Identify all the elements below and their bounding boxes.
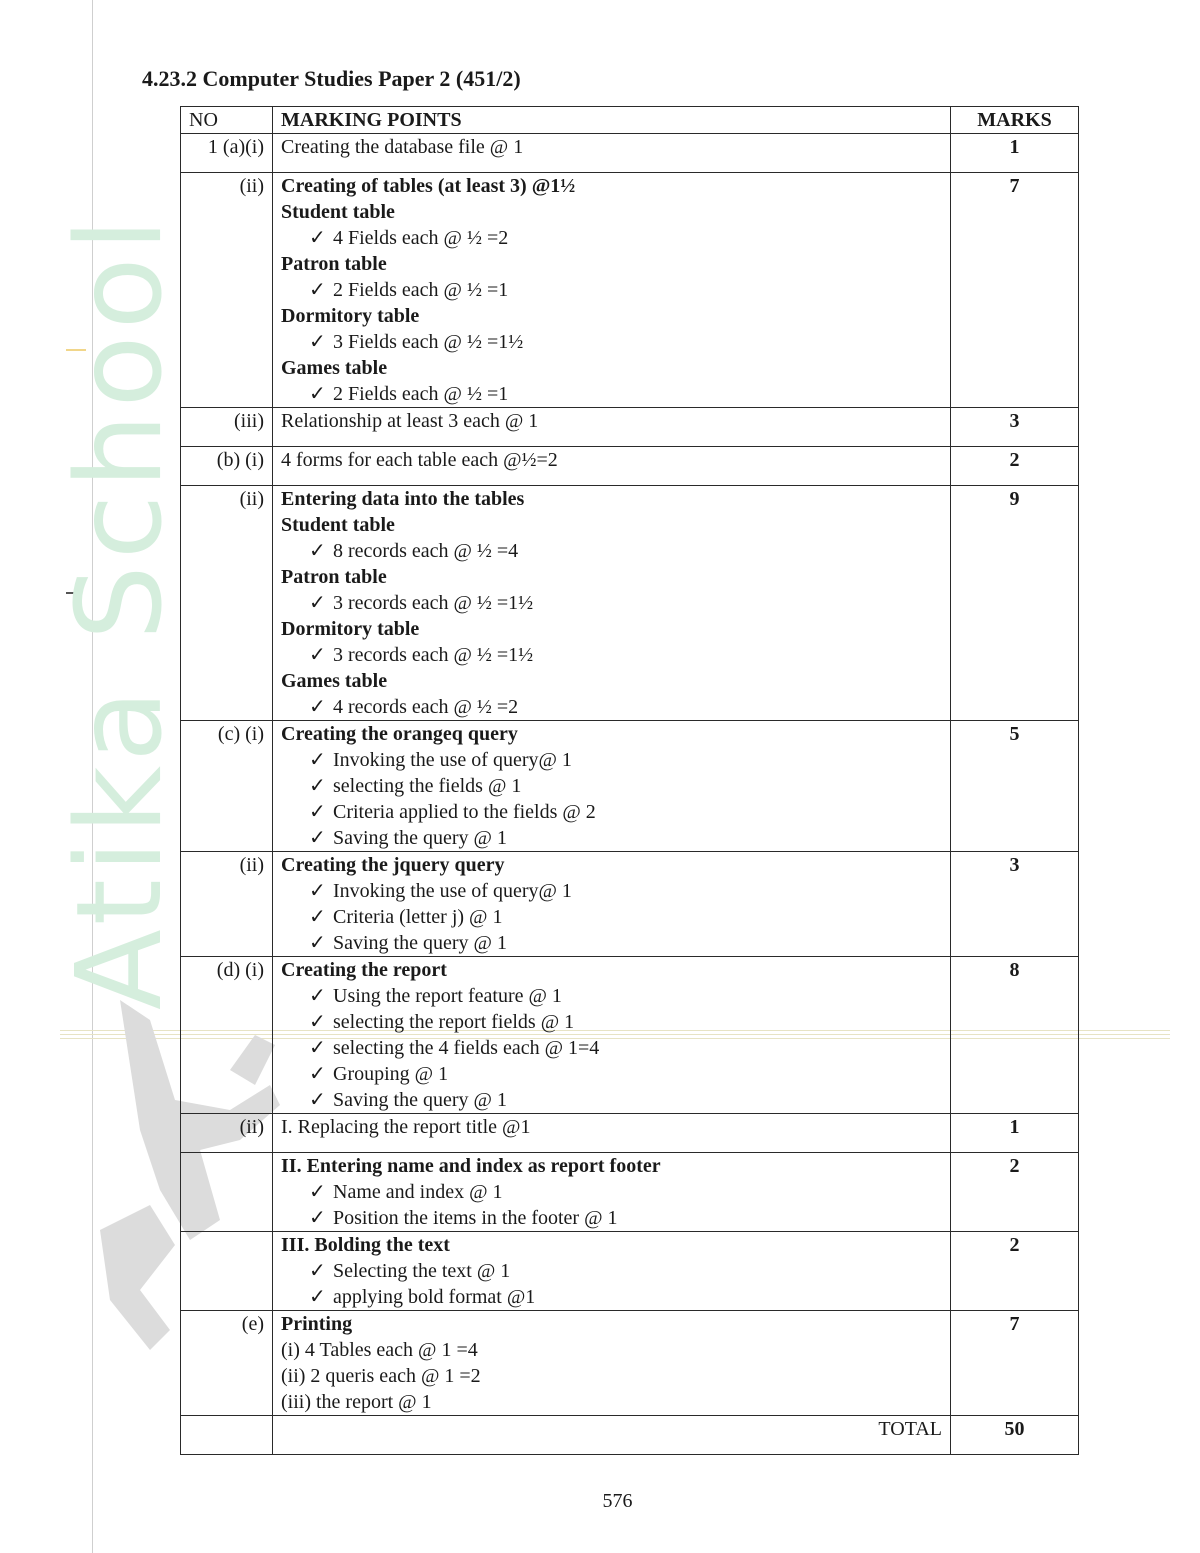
- checkmark-icon: ✓: [309, 696, 326, 718]
- checkmark-icon: ✓: [309, 932, 326, 954]
- table-row: [181, 852, 1079, 957]
- check-item: [281, 381, 942, 407]
- question-number: (b) (i): [181, 447, 273, 486]
- checkmark-icon: ✓: [309, 906, 326, 928]
- question-number: [181, 1232, 273, 1311]
- margin-tick: [66, 349, 86, 351]
- checkmark-icon: ✓: [309, 1089, 326, 1111]
- table-name-label: Dormitory table: [281, 305, 420, 327]
- check-item: [281, 1258, 942, 1284]
- check-item-text: Saving the query @ 1: [333, 827, 507, 849]
- check-item: [281, 538, 942, 564]
- check-item-text: Saving the query @ 1: [333, 932, 507, 954]
- margin-tick: [66, 592, 82, 594]
- table-name-label: Games table: [281, 357, 388, 379]
- marking-points-cell: [273, 408, 951, 447]
- checkmark-icon: ✓: [309, 1063, 326, 1085]
- check-item: [281, 878, 942, 904]
- check-item: [281, 1061, 942, 1087]
- question-number: (ii): [181, 852, 273, 957]
- table-row: [181, 173, 1079, 408]
- marks-value: 7: [951, 173, 1079, 408]
- check-item-text: Position the items in the footer @ 1: [333, 1207, 618, 1229]
- checkmark-icon: ✓: [309, 279, 326, 301]
- check-item: [281, 225, 942, 251]
- page-number: 576: [602, 1490, 633, 1512]
- question-number: (ii): [181, 173, 273, 408]
- table-row: [181, 408, 1079, 447]
- check-item-text: applying bold format @1: [333, 1286, 536, 1308]
- check-item: [281, 825, 942, 851]
- marking-point-text: Relationship at least 3 each @ 1: [281, 410, 539, 432]
- table-row: [181, 1153, 1079, 1232]
- marking-point-heading: Creating the report: [281, 959, 447, 981]
- checkmark-icon: ✓: [309, 1286, 326, 1308]
- total-marks: 50: [951, 1416, 1079, 1455]
- marking-points-cell: [273, 1311, 951, 1416]
- question-number: (e): [181, 1311, 273, 1416]
- marking-points-cell: [273, 486, 951, 721]
- table-row: [181, 134, 1079, 173]
- check-item-text: Invoking the use of query@ 1: [333, 880, 572, 902]
- marking-points-cell: [273, 1153, 951, 1232]
- marking-points-cell: [273, 852, 951, 957]
- table-row: [181, 1114, 1079, 1153]
- total-label: TOTAL: [273, 1416, 951, 1455]
- check-item-text: Criteria applied to the fields @ 2: [333, 801, 596, 823]
- marking-point-text: (iii) the report @ 1: [281, 1391, 432, 1413]
- check-item-text: 2 Fields each @ ½ =1: [333, 279, 509, 301]
- checkmark-icon: ✓: [309, 1011, 326, 1033]
- checkmark-icon: ✓: [309, 775, 326, 797]
- marks-value: 9: [951, 486, 1079, 721]
- check-item: [281, 1205, 942, 1231]
- table-row: [181, 486, 1079, 721]
- check-item: [281, 904, 942, 930]
- marks-value: 2: [951, 1232, 1079, 1311]
- check-item: [281, 277, 942, 303]
- check-item: [281, 1284, 942, 1310]
- check-item-text: selecting the 4 fields each @ 1=4: [333, 1037, 600, 1059]
- checkmark-icon: ✓: [309, 331, 326, 353]
- question-number: (ii): [181, 1114, 273, 1153]
- marking-point-text: Creating the database file @ 1: [281, 136, 524, 158]
- check-item-text: 3 records each @ ½ =1½: [333, 644, 534, 666]
- marks-value: 8: [951, 957, 1079, 1114]
- check-item-text: 4 records each @ ½ =2: [333, 696, 519, 718]
- check-item: [281, 694, 942, 720]
- marks-value: 1: [951, 134, 1079, 173]
- question-number: 1 (a)(i): [181, 134, 273, 173]
- marking-points-cell: [273, 1114, 951, 1153]
- marking-points-cell: [273, 173, 951, 408]
- column-header-no: NO: [181, 107, 273, 134]
- check-item: [281, 1035, 942, 1061]
- marking-point-text: I. Replacing the report title @1: [281, 1116, 531, 1138]
- table-row: [181, 447, 1079, 486]
- table-name-label: Student table: [281, 514, 395, 536]
- checkmark-icon: ✓: [309, 644, 326, 666]
- marks-value: 7: [951, 1311, 1079, 1416]
- check-item: [281, 799, 942, 825]
- table-row: [181, 957, 1079, 1114]
- check-item-text: 8 records each @ ½ =4: [333, 540, 519, 562]
- question-number: (c) (i): [181, 721, 273, 852]
- column-header-marking-points: MARKING POINTS: [273, 107, 951, 134]
- check-item-text: Saving the query @ 1: [333, 1089, 507, 1111]
- table-name-label: Games table: [281, 670, 388, 692]
- marking-point-heading: Creating the jquery query: [281, 854, 505, 876]
- checkmark-icon: ✓: [309, 880, 326, 902]
- checkmark-icon: ✓: [309, 749, 326, 771]
- marking-points-cell: [273, 721, 951, 852]
- check-item-text: 4 Fields each @ ½ =2: [333, 227, 509, 249]
- marking-point-text: (i) 4 Tables each @ 1 =4: [281, 1339, 478, 1361]
- table-row: [181, 721, 1079, 852]
- check-item: [281, 773, 942, 799]
- check-item-text: Criteria (letter j) @ 1: [333, 906, 503, 928]
- marks-value: 2: [951, 1153, 1079, 1232]
- marking-points-cell: [273, 1232, 951, 1311]
- table-row: [181, 1311, 1079, 1416]
- check-item-text: Selecting the text @ 1: [333, 1260, 511, 1282]
- marking-point-text: (ii) 2 queris each @ 1 =2: [281, 1365, 481, 1387]
- marking-points-cell: [273, 134, 951, 173]
- check-item: [281, 1179, 942, 1205]
- checkmark-icon: ✓: [309, 227, 326, 249]
- check-item-text: Name and index @ 1: [333, 1181, 503, 1203]
- column-header-marks: MARKS: [951, 107, 1079, 134]
- question-number: (iii): [181, 408, 273, 447]
- check-item-text: selecting the fields @ 1: [333, 775, 522, 797]
- check-item-text: 3 Fields each @ ½ =1½: [333, 331, 524, 353]
- check-item: [281, 642, 942, 668]
- marking-point-heading: Entering data into the tables: [281, 488, 525, 510]
- table-name-label: Patron table: [281, 566, 387, 588]
- checkmark-icon: ✓: [309, 1207, 326, 1229]
- question-number: (d) (i): [181, 957, 273, 1114]
- checkmark-icon: ✓: [309, 383, 326, 405]
- check-item: [281, 930, 942, 956]
- question-number: (ii): [181, 486, 273, 721]
- check-item-text: Using the report feature @ 1: [333, 985, 562, 1007]
- check-item: [281, 747, 942, 773]
- marking-points-cell: [273, 957, 951, 1114]
- checkmark-icon: ✓: [309, 1181, 326, 1203]
- page-title: 4.23.2 Computer Studies Paper 2 (451/2): [142, 66, 521, 91]
- check-item: [281, 590, 942, 616]
- checkmark-icon: ✓: [309, 1037, 326, 1059]
- checkmark-icon: ✓: [309, 827, 326, 849]
- table-name-label: Dormitory table: [281, 618, 420, 640]
- check-item-text: 2 Fields each @ ½ =1: [333, 383, 509, 405]
- marks-value: 1: [951, 1114, 1079, 1153]
- check-item-text: Grouping @ 1: [333, 1063, 449, 1085]
- check-item: [281, 1087, 942, 1113]
- marking-point-heading: III. Bolding the text: [281, 1234, 450, 1256]
- checkmark-icon: ✓: [309, 985, 326, 1007]
- total-row-no-cell: [181, 1416, 273, 1455]
- marking-scheme-table: [180, 106, 1079, 1455]
- marking-point-heading: II. Entering name and index as report footer: [281, 1155, 661, 1177]
- check-item: [281, 983, 942, 1009]
- marks-value: 2: [951, 447, 1079, 486]
- marking-point-heading: Creating the orangeq query: [281, 723, 518, 745]
- marking-point-heading: Creating of tables (at least 3) @1½: [281, 175, 576, 197]
- table-name-label: Patron table: [281, 253, 387, 275]
- checkmark-icon: ✓: [309, 1260, 326, 1282]
- check-item: [281, 329, 942, 355]
- watermark: Atika School: [50, 212, 188, 1010]
- table-name-label: Student table: [281, 201, 395, 223]
- marking-point-heading: Printing: [281, 1313, 353, 1335]
- marking-point-text: 4 forms for each table each @½=2: [281, 449, 558, 471]
- marking-points-cell: [273, 447, 951, 486]
- check-item: [281, 1009, 942, 1035]
- marks-value: 3: [951, 408, 1079, 447]
- question-number: [181, 1153, 273, 1232]
- table-row: [181, 1232, 1079, 1311]
- checkmark-icon: ✓: [309, 540, 326, 562]
- check-item-text: 3 records each @ ½ =1½: [333, 592, 534, 614]
- marks-value: 3: [951, 852, 1079, 957]
- checkmark-icon: ✓: [309, 801, 326, 823]
- total-row: [181, 1416, 1079, 1455]
- check-item-text: selecting the report fields @ 1: [333, 1011, 575, 1033]
- checkmark-icon: ✓: [309, 592, 326, 614]
- check-item-text: Invoking the use of query@ 1: [333, 749, 572, 771]
- table-header-row: [181, 107, 1079, 134]
- marks-value: 5: [951, 721, 1079, 852]
